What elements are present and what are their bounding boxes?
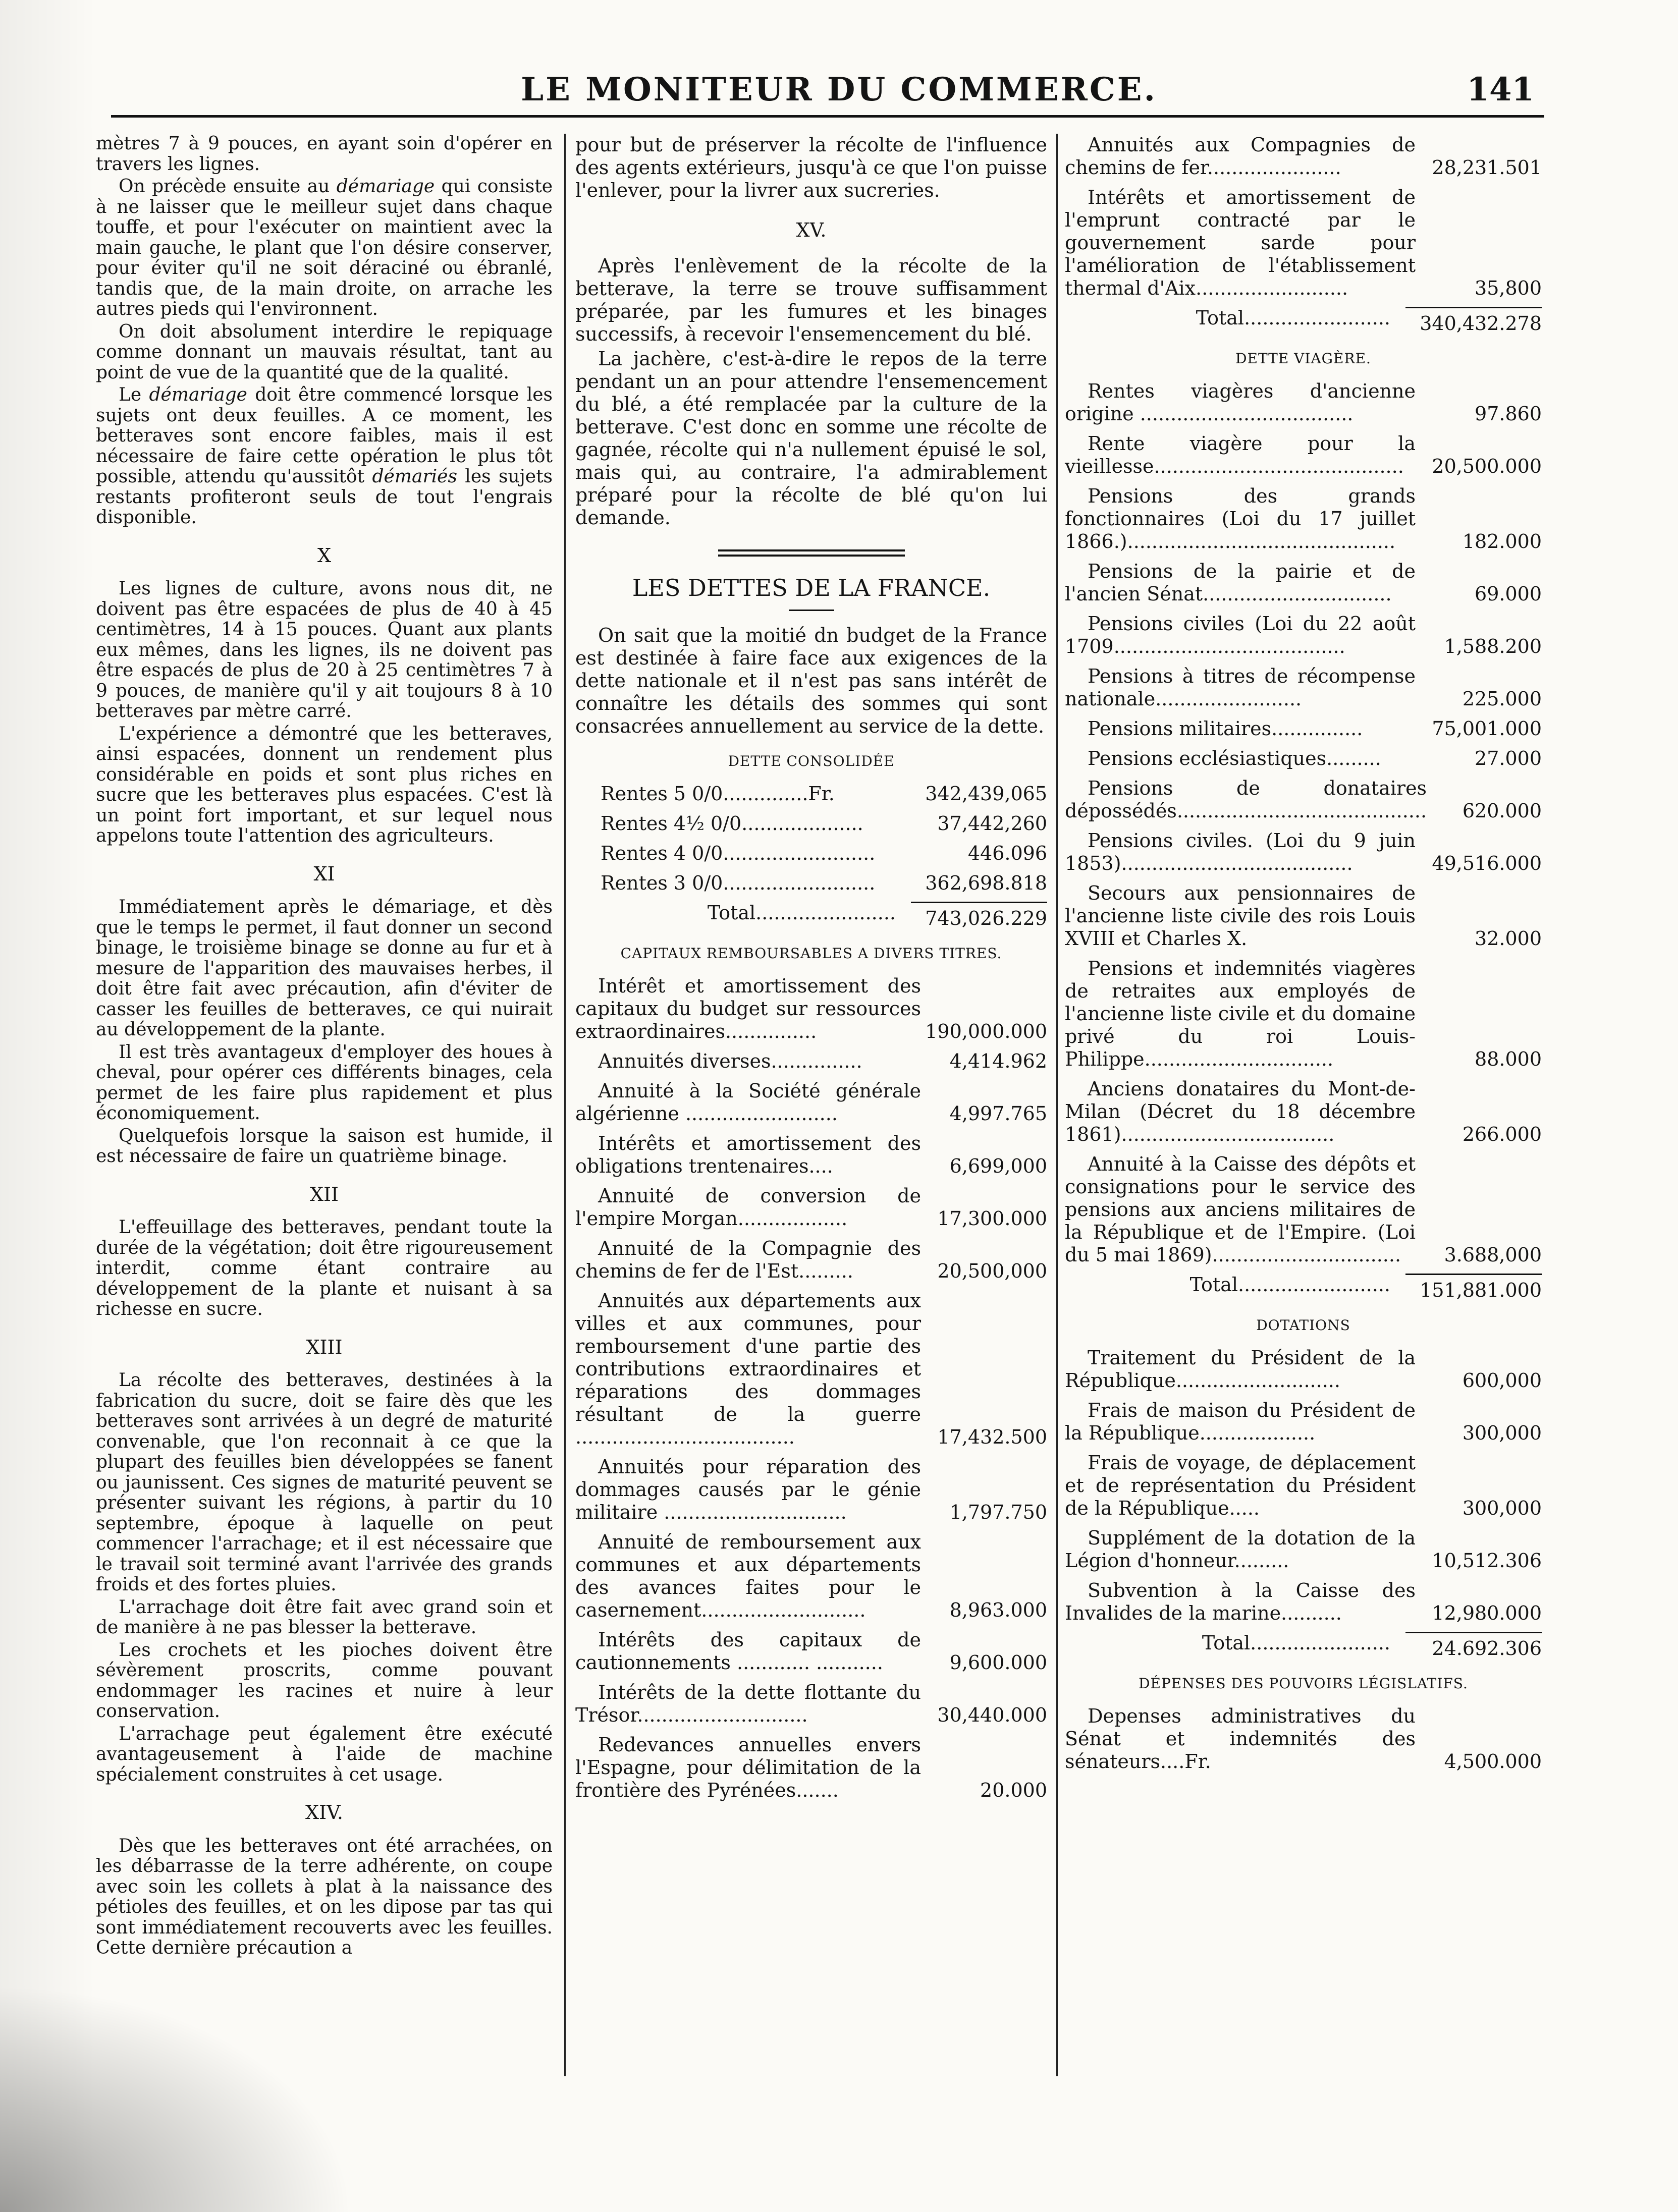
table-row: Annuités aux départements aux villes et aux communes, pour remboursement d'une partie des contributions extraordinaires et réparations des dommages résultant de la guerre .................................... 17,432.500 — [575, 1290, 1047, 1448]
table-row: Intérêts et amortissement de l'emprunt contracté par le gouvernement sarde pour l'amélioration de l'établissement thermal d'Aix......................... 35,800 — [1065, 186, 1542, 299]
total-row: Total....................... 743,026.229 — [707, 902, 1047, 929]
table-row: Intérêts de la dette flottante du Trésor............................ 30,440.000 — [575, 1681, 1047, 1726]
article-title: LES DETTES DE LA FRANCE. — [632, 574, 991, 601]
table-row: Pensions de la pairie et de l'ancien Sénat............................... 69.000 — [1065, 560, 1542, 605]
table-row: Traitement du Président de la République........................... 600,000 — [1065, 1347, 1542, 1392]
table-row: Annuité de remboursement aux communes et aux départements des avances faites pour le casernement........................... 8,963.000 — [575, 1531, 1047, 1621]
column-divider-2 — [1056, 134, 1058, 2076]
section-heading: XV. — [796, 219, 827, 241]
section-heading: XII — [309, 1183, 339, 1205]
paragraph: Quelquefois lorsque la saison est humide, il est nécessaire de faire un quatrième binage. — [96, 1125, 553, 1167]
paragraph: On précède ensuite au démariage qui consiste à ne laisser que le meilleur sujet dans chaque touffe, et pour l'exécuter on maintient avec la main gauche, le plant que l'on désire conserver, pour éviter qu'il ne soit déraciné ou ébranlé, tandis que, de la main droite, on arrache les autres pieds qui l'environnent. — [96, 176, 553, 319]
total-row: Total....................... 24.692.306 — [1202, 1632, 1542, 1660]
table-row: Frais de voyage, de déplacement et de représentation du Président de la République..... 300,000 — [1065, 1452, 1542, 1519]
section-heading: XI — [313, 862, 335, 885]
table-row: Supplément de la dotation de la Légion d'honneur......... 10,512.306 — [1065, 1527, 1542, 1572]
table-row: Pensions civiles. (Loi du 9 juin 1853)...................................... 49,516.000 — [1065, 830, 1542, 874]
subheading-capitaux: CAPITAUX REMBOURSABLES A DIVERS TITRES. — [620, 945, 1002, 962]
subheading-dette-viagere: DETTE VIAGÈRE. — [1235, 350, 1371, 367]
column-divider-1 — [564, 134, 566, 2076]
dotations-table — [1065, 1347, 1542, 1625]
section-heading: X — [317, 544, 332, 567]
page-corner-shadow — [0, 1985, 353, 2212]
table-row: Rente viagère pour la vieillesse......................................... 20,500.000 — [1065, 432, 1542, 477]
paragraph: pour but de préserver la récolte de l'influence des agents extérieurs, jusqu'à ce que l'on puisse l'enlever, pour la livrer aux sucreries. — [575, 134, 1047, 201]
paragraph: La récolte des betteraves, destinées à la fabrication du sucre, doit se faire dès que les betteraves sont arrivées à un degré de maturité convenable, que l'on reconnait à ce que la plupart des feuilles bien développées se fanent ou jaunissent. Ces signes de maturité peuvent se présenter suivant les régions, à partir du 10 septembre, époque à laquelle on peut commencer l'arrachage; et il est nécessaire que le travail soit terminé avant l'arrivée des grands froids et des fortes pluies. — [96, 1370, 553, 1595]
paragraph: Les crochets et les pioches doivent être sévèrement proscrits, comme pouvant endommager les racines et nuire à leur conservation. — [96, 1639, 553, 1722]
table-row: Annuités aux Compagnies de chemins de fer...................... 28,231.501 — [1065, 134, 1542, 179]
page-edge-shadow — [0, 0, 96, 2212]
article-intro: On sait que la moitié dn budget de la France est destinée à faire face aux exigences de la dette nationale et il n'est pas sans intérêt de connaître les détails des sommes qui sont consacrées annuellement au service de la dette. — [575, 624, 1047, 737]
rentes-table — [575, 783, 1047, 895]
table-row: Annuités diverses............... 4,414.962 — [598, 1050, 1047, 1072]
table-row: Anciens donataires du Mont-de-Milan (Décret du 18 décembre 1861)................................... 266.000 — [1065, 1078, 1542, 1145]
paragraph: Le démariage doit être commencé lorsque les sujets ont deux feuilles. A ce moment, les betteraves sont encore faibles, mais il est nécessaire de faire cette opération le plus tôt possible, attendu qu'aussitôt démariés les sujets restants profiteront seuls de tout l'engrais disponible. — [96, 384, 553, 528]
paragraph: Les lignes de culture, avons nous dit, ne doivent pas être espacées de plus de 40 à 45 centimètres, 14 à 15 pouces. Quant aux plants eux mêmes, dans les lignes, ils ne doivent pas être espacés de plus de 20 à 25 centimètres 7 à 9 pouces, de manière qu'il y ait toujours 8 à 10 betteraves par mètre carré. — [96, 578, 553, 722]
subheading-depenses: DÉPENSES DES POUVOIRS LÉGISLATIFS. — [1139, 1675, 1468, 1692]
page-number: 141 — [1467, 71, 1534, 108]
paragraph: L'arrachage peut également être exécuté avantageusement à l'aide de machine spécialement construites à cet usage. — [96, 1723, 553, 1785]
table-row: Pensions ecclésiastiques......... 27.000 — [1088, 747, 1542, 769]
table-row: Pensions et indemnités viagères de retraites aux employés de l'ancienne liste civile et du domaine privé du roi Louis-Philippe............................... 88.000 — [1065, 957, 1542, 1070]
article-separator — [718, 549, 905, 557]
paragraph: L'effeuillage des betteraves, pendant toute la durée de la végétation; doit être rigoureusement interdit, comme étant contraire au développement de la plante et nuisant à sa richesse en sucre. — [96, 1217, 553, 1319]
table-row: Annuité à la Caisse des dépôts et consignations pour le service des pensions aux anciens militaires de la République et de l'Empire. (Loi du 5 mai 1869)............................... 3.688,000 — [1065, 1153, 1542, 1266]
table-row: Pensions civiles (Loi du 22 août 1709...................................... 1,588.200 — [1065, 613, 1542, 657]
column-3 — [1065, 134, 1542, 1780]
section-heading: XIV. — [305, 1801, 343, 1823]
paragraph: Immédiatement après le démariage, et dès que le temps le permet, il faut donner un second binage, le troisième binage se donne au fur et à mesure de l'apparition des mauvaises herbes, il doit être fait avec précaution, afin d'éviter de casser les feuilles de betteraves, ce qui nuirait au développement de la plante. — [96, 897, 553, 1040]
table-row: Intérêts des capitaux de cautionnements ............ ........... 9,600.000 — [575, 1629, 1047, 1674]
paragraph: L'arrachage doit être fait avec grand soin et de manière à ne pas blesser la betterave. — [96, 1596, 553, 1638]
column-1 — [96, 134, 553, 1961]
table-row: Rentes 4½ 0/0.................... 37,442,260 — [601, 812, 1047, 835]
subheading-dotations: DOTATIONS — [1256, 1317, 1350, 1334]
table-row: Annuité à la Société générale algérienne ......................... 4,997.765 — [575, 1080, 1047, 1125]
table-row: Frais de maison du Président de la République................... 300,000 — [1065, 1399, 1542, 1444]
section-heading: XIII — [306, 1336, 343, 1358]
viagere-table — [1065, 380, 1542, 1266]
paragraph: Dès que les betteraves ont été arrachées, on les débarrasse de la terre adhérente, on coupe avec soin les collets à plat à la naissance des pétioles des feuilles, et on les dipose par tas qui sont immédiatement recouverts avec les feuilles. Cette dernière précaution a — [96, 1835, 553, 1958]
table-row: Pensions de donataires dépossédés......................................... 620.000 — [1065, 777, 1542, 822]
column-2 — [575, 134, 1047, 1809]
table-row: Annuité de la Compagnie des chemins de fer de l'Est......... 20,500,000 — [575, 1237, 1047, 1282]
paragraph: L'expérience a démontré que les betteraves, ainsi espacées, donnent un rendement plus considérable en poids et sont plus riches en sucre que les betteraves plus espacées. C'est là un point fort important, et sur lequel nous appelons toute l'attention des agriculteurs. — [96, 723, 553, 846]
newspaper-title: LE MONITEUR DU COMMERCE. — [521, 71, 1157, 108]
total-row: Total........................ 340,432.278 — [1196, 307, 1542, 335]
subheading-dette-consolidee: DETTE CONSOLIDÉE — [728, 753, 895, 769]
table-row: Depenses administratives du Sénat et indemnités des sénateurs....Fr. 4,500.000 — [1065, 1705, 1542, 1773]
paragraph: On doit absolument interdire le repiquage comme donnant un mauvais résultat, tant au point de vue de la quantité que de la qualité. — [96, 321, 553, 383]
page-header — [0, 71, 1678, 116]
paragraph: Après l'enlèvement de la récolte de la betterave, la terre se trouve suffisamment préparée, par les fumures et les binages successifs, à recevoir l'ensemencement du blé. — [575, 255, 1047, 345]
title-rule — [789, 610, 834, 611]
table-row: Pensions militaires............... 75,001.000 — [1088, 717, 1542, 740]
table-row: Annuité de conversion de l'empire Morgan.................. 17,300.000 — [575, 1185, 1047, 1230]
table-row: Pensions des grands fonctionnaires (Loi du 17 juillet 1866.)............................................ 182.000 — [1065, 485, 1542, 552]
paragraph: La jachère, c'est-à-dire le repos de la terre pendant un an pour attendre l'ensemencement du blé, a été remplacée par la culture de la betterave. C'est donc en somme une récolte de gagnée, récolte qui n'a nullement épuisé le sol, mais qui, au contraire, l'a admirablement préparé pour la récolte de blé qu'on lui demande. — [575, 348, 1047, 529]
table-row: Subvention à la Caisse des Invalides de la marine.......... 12,980.000 — [1065, 1579, 1542, 1624]
paragraph: mètres 7 à 9 pouces, en ayant soin d'opérer en travers les lignes. — [96, 133, 553, 175]
table-row: Redevances annuelles envers l'Espagne, pour délimitation de la frontière des Pyrénées....... 20.000 — [575, 1734, 1047, 1801]
paragraph: Il est très avantageux d'employer des houes à cheval, pour opérer ces différents binages, cela permet de les faire plus rapidement et plus économiquement. — [96, 1041, 553, 1124]
table-row: Rentes 5 0/0..............Fr. 342,439,065 — [601, 783, 1047, 805]
header-rule — [111, 115, 1544, 118]
table-row: Secours aux pensionnaires de l'ancienne liste civile des rois Louis XVIII et Charles X. 32.000 — [1065, 882, 1542, 950]
total-row: Total......................... 151,881.000 — [1189, 1274, 1542, 1301]
table-row: Rentes 3 0/0......................... 362,698.818 — [601, 872, 1047, 894]
table-row: Rentes viagères d'ancienne origine ................................... 97.860 — [1065, 380, 1542, 425]
capitaux-table — [575, 975, 1047, 1802]
table-row: Intérêts et amortissement des obligations trentenaires.... 6,699,000 — [575, 1132, 1047, 1177]
table-row: Rentes 4 0/0......................... 446.096 — [601, 842, 1047, 864]
table-row: Intérêt et amortissement des capitaux du budget sur ressources extraordinaires............... 190,000.000 — [575, 975, 1047, 1042]
table-row: Annuités pour réparation des dommages causés par le génie militaire .............................. 1,797.750 — [575, 1456, 1047, 1523]
table-row: Pensions à titres de récompense nationale........................ 225.000 — [1065, 665, 1542, 710]
